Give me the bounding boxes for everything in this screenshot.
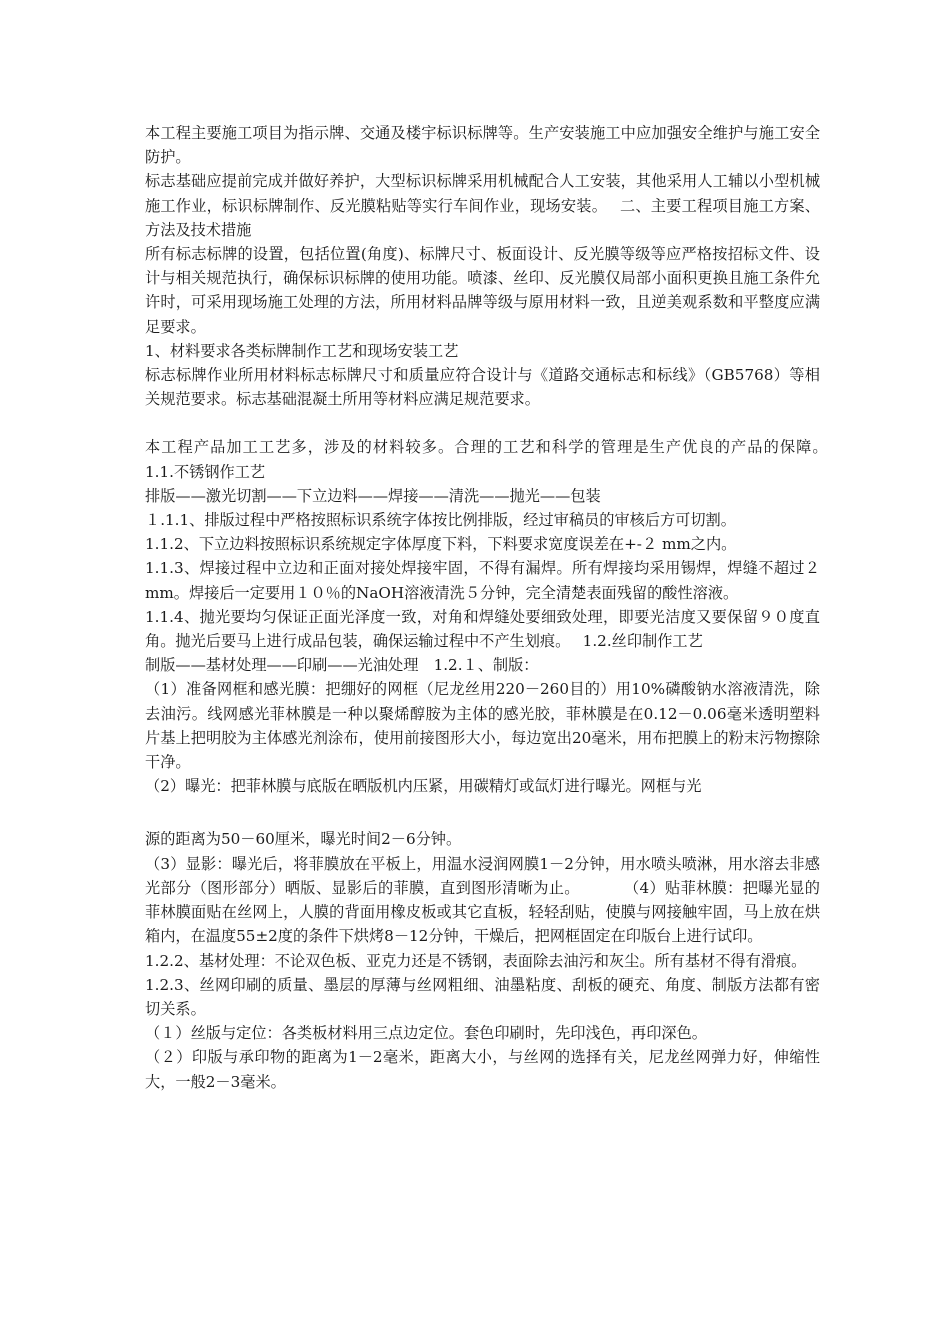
paragraph-1-1-2: 1.1.2、下立边料按照标识系统规定字体厚度下料，下料要求宽度误差在+-２ mm之内。 xyxy=(145,535,737,554)
paragraph-steel-process-flow: 排版——激光切割——下立边料——焊接——清洗——抛光——包装 xyxy=(145,486,601,505)
paragraph-sign-settings: 所有标志标牌的设置，包括位置(角度)、标牌尺寸、板面设计、反光膜等级等应严格按招标文件、设计与相关规范执行，确保标识标牌的使用功能。喷漆、丝印、反光膜仅局部小面积更换且施工条件允许时，可采用现场施工处理的方法，所用材料品牌等级与原用材料一致，且逆美观系数和平整度应满足要求。 xyxy=(145,245,820,336)
paragraph-1-1-3: 1.1.3、焊接过程中立边和正面对接处焊接牢固，不得有漏焊。所有焊接均采用锡焊，焊缝不超过２ mm。焊接后一定要用１０％的NaOH溶液清洗５分钟，完全清楚表面残留的酸性溶液。 xyxy=(145,559,820,602)
paragraph-prepare-frame: （1）准备网框和感光膜：把绷好的网框（尼龙丝用220－260目的）用10%磷酸钠水溶液清洗，除去油污。线网感光菲林膜是一种以聚烯醇胺为主体的感光胶，菲林膜是在0.12－0.06毫米透明塑料片基上把明胶为主体感光剂涂布，使用前接图形大小，每边宽出20毫米，用布把膜上的粉末污物擦除干净。 xyxy=(145,680,820,772)
paragraph-screen-positioning: （１）丝版与定位：各类板材料用三点边定位。套色印刷时，先印浅色，再印深色。 xyxy=(145,1024,707,1043)
blank-line xyxy=(145,798,820,827)
heading-material-requirements: 1、材料要求各类标牌制作工艺和现场安装工艺 xyxy=(145,341,459,360)
paragraph-project-overview: 本工程主要施工项目为指示牌、交通及楼宇标识标牌等。生产安装施工中应加强安全维护与施工安全防护。 xyxy=(145,124,820,167)
paragraph-develop-and-attach: （3）显影：曝光后，将菲膜放在平板上，用温水浸润网膜1－2分钟，用水喷头喷淋，用水溶去非感光部分（图形部分）晒版、显影后的菲膜，直到图形清晰为止。 （4）贴菲林膜：把曝光显的菲林膜面贴在丝网上，人膜的背面用橡皮板或其它直板，轻轻刮贴，使膜与网接触牢固，马上放在烘箱内，在温度55±2度的条件下烘烤8－12分钟，干燥后，把网框固定在印版台上进行试印。 xyxy=(145,854,820,946)
paragraph-1-1-4: 1.1.4、抛光要均匀保证正面光泽度一致，对角和焊缝处要细致处理，即要光洁度又要保留９０度直角。抛光后要马上进行成品包装，确保运输过程中不产生划痕。 1.2.丝印制作工艺 xyxy=(145,607,820,651)
paragraph-screen-process-flow: 制版——基材处理——印刷——光油处理 1.2.１、制版： xyxy=(145,656,539,675)
paragraph-exposure-distance: 源的距离为50－60厘米，曝光时间2－6分钟。 xyxy=(145,830,462,849)
paragraph-1-2-2: 1.2.2、基材处理：不论双色板、亚克力还是不锈钢，表面除去油污和灰尘。所有基材不得有滑痕。 xyxy=(145,951,807,970)
paragraph-1-2-3: 1.2.3、丝网印刷的质量、墨层的厚薄与丝网粗细、油墨粘度、刮板的硬充、角度、制版方法都有密切关系。 xyxy=(145,975,820,1018)
paragraph-material-standards: 标志标牌作业所用材料标志标牌尺寸和质量应符合设计与《道路交通标志和标线》（GB5768）等相关规范要求。标志基础混凝土所用等材料应满足规范要求。 xyxy=(145,366,820,409)
paragraph-print-distance: （２）印版与承印物的距离为1－2毫米，距离大小，与丝网的选择有关，尼龙丝网弹力好，伸缩性大，一般2－3毫米。 xyxy=(145,1048,820,1091)
paragraph-process-overview: 本工程产品加工工艺多，涉及的材料较多。合理的工艺和科学的管理是生产优良的产品的保障。 1.1.不锈钢作工艺 xyxy=(145,438,841,481)
paragraph-1-1-1: １.1.1、排版过程中严格按照标识系统字体按比例排版，经过审稿员的审核后方可切割。 xyxy=(145,511,736,530)
blank-line xyxy=(145,411,820,435)
paragraph-exposure: （2）曝光：把菲林膜与底版在晒版机内压紧，用碳精灯或氙灯进行曝光。网框与光 xyxy=(145,777,702,796)
document-body xyxy=(145,121,841,1094)
paragraph-foundation: 标志基础应提前完成并做好养护，大型标识标牌采用机械配合人工安装，其他采用人工辅以小型机械施工作业，标识标牌制作、反光膜粘贴等实行车间作业，现场安装。 二、主要工程项目施工方案、方法及技术措施 xyxy=(145,172,820,239)
